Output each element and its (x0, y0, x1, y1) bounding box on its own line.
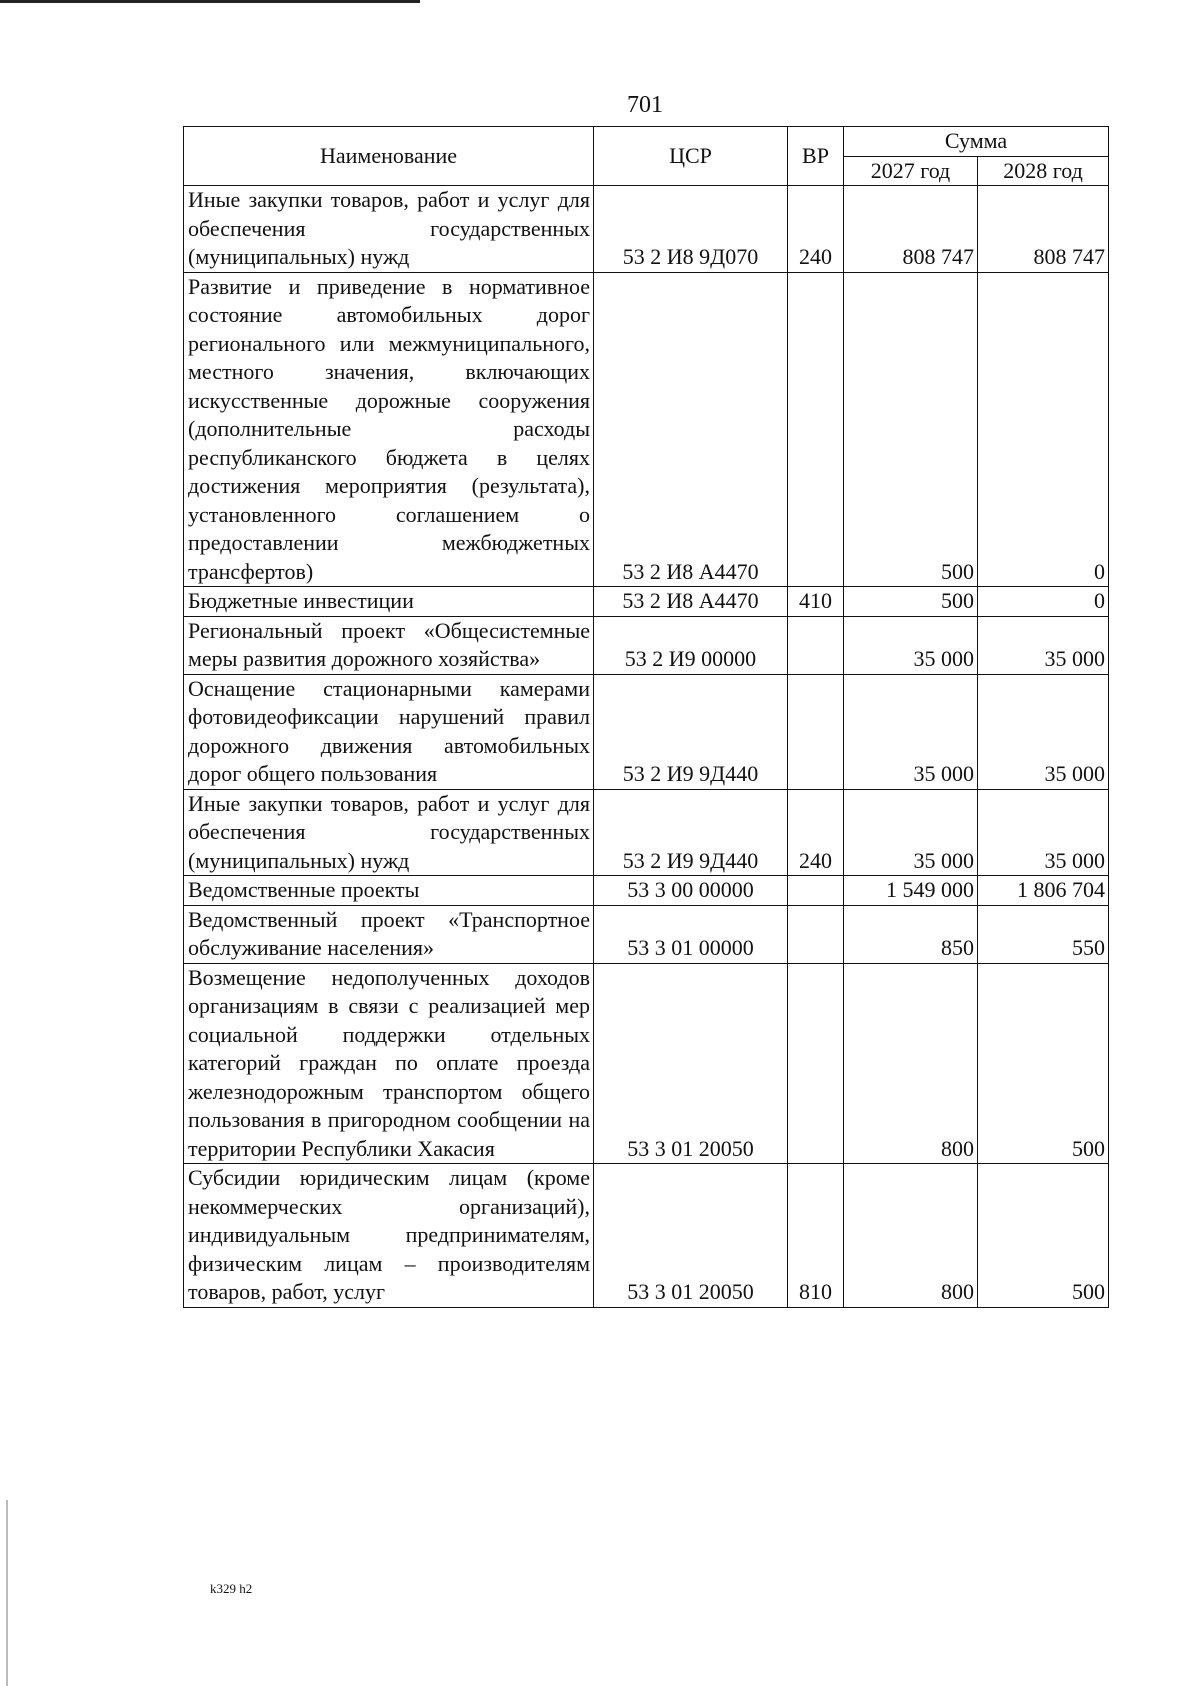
row-name: Иные закупки товаров, работ и услуг для обеспечения государственных (муниципальных) нужд (184, 186, 594, 273)
header-year-2027: 2027 год (844, 156, 978, 186)
table-header (184, 127, 1109, 186)
row-vr (788, 674, 844, 789)
row-amount-2027: 500 (844, 272, 978, 587)
row-vr: 240 (788, 186, 844, 273)
row-name: Возмещение недополученных доходов организациям в связи с реализацией мер социальной поддержки отдельных категорий граждан по оплате проезда железнодорожным транспортом общего пользования в пригородном сообщении на территории Республики Хакасия (184, 963, 594, 1164)
table-body (184, 186, 1109, 1308)
row-name: Ведомственные проекты (184, 876, 594, 906)
page-number: 701 (627, 92, 663, 118)
row-csr: 53 2 И9 9Д440 (594, 789, 788, 876)
row-vr (788, 272, 844, 587)
row-amount-2028: 35 000 (978, 789, 1109, 876)
row-vr: 810 (788, 1164, 844, 1308)
table-row (184, 186, 1109, 273)
footer-code: k329 h2 (210, 1581, 253, 1596)
row-csr: 53 2 И9 9Д440 (594, 674, 788, 789)
row-csr: 53 2 И8 А4470 (594, 272, 788, 587)
row-vr (788, 963, 844, 1164)
row-amount-2027: 800 (844, 963, 978, 1164)
row-csr: 53 3 01 20050 (594, 1164, 788, 1308)
row-amount-2028: 500 (978, 963, 1109, 1164)
row-name: Бюджетные инвестиции (184, 587, 594, 617)
row-csr: 53 2 И9 00000 (594, 616, 788, 674)
row-amount-2027: 850 (844, 905, 978, 963)
row-amount-2028: 35 000 (978, 616, 1109, 674)
table-row (184, 674, 1109, 789)
table-row (184, 963, 1109, 1164)
row-amount-2028: 808 747 (978, 186, 1109, 273)
row-amount-2028: 500 (978, 1164, 1109, 1308)
table-row (184, 587, 1109, 617)
scan-edge-line-left (6, 1500, 8, 1686)
row-csr: 53 3 01 00000 (594, 905, 788, 963)
header-vr: ВР (788, 127, 844, 186)
row-csr: 53 2 И8 9Д070 (594, 186, 788, 273)
header-year-2028: 2028 год (978, 156, 1109, 186)
header-csr: ЦСР (594, 127, 788, 186)
row-amount-2027: 1 549 000 (844, 876, 978, 906)
row-name: Развитие и приведение в нормативное состояние автомобильных дорог регионального или межмуниципального, местного значения, включающих искусственные дорожные сооружения (дополнительные расходы республиканского бюджета в целях достижения мероприятия (результата), установленного соглашением о предоставлении межбюджетных трансфертов) (184, 272, 594, 587)
table-row (184, 876, 1109, 906)
row-name: Оснащение стационарными камерами фотовидеофиксации нарушений правил дорожного движения автомобильных дорог общего пользования (184, 674, 594, 789)
row-csr: 53 2 И8 А4470 (594, 587, 788, 617)
row-name: Региональный проект «Общесистемные меры развития дорожного хозяйства» (184, 616, 594, 674)
row-amount-2027: 35 000 (844, 789, 978, 876)
row-vr (788, 876, 844, 906)
row-amount-2027: 808 747 (844, 186, 978, 273)
row-name: Иные закупки товаров, работ и услуг для обеспечения государственных (муниципальных) нужд (184, 789, 594, 876)
row-vr: 410 (788, 587, 844, 617)
table-row (184, 272, 1109, 587)
table-row (184, 616, 1109, 674)
row-csr: 53 3 00 00000 (594, 876, 788, 906)
table-row (184, 1164, 1109, 1308)
budget-table (183, 126, 1109, 1308)
row-amount-2028: 0 (978, 587, 1109, 617)
row-amount-2028: 0 (978, 272, 1109, 587)
row-vr (788, 905, 844, 963)
row-amount-2028: 550 (978, 905, 1109, 963)
row-amount-2027: 500 (844, 587, 978, 617)
header-sum: Сумма (844, 127, 1109, 157)
row-name: Ведомственный проект «Транспортное обслуживание населения» (184, 905, 594, 963)
row-amount-2027: 35 000 (844, 616, 978, 674)
row-amount-2028: 1 806 704 (978, 876, 1109, 906)
row-csr: 53 3 01 20050 (594, 963, 788, 1164)
table-row (184, 905, 1109, 963)
table-row (184, 789, 1109, 876)
row-vr (788, 616, 844, 674)
row-amount-2028: 35 000 (978, 674, 1109, 789)
row-amount-2027: 800 (844, 1164, 978, 1308)
header-name: Наименование (184, 127, 594, 186)
row-vr: 240 (788, 789, 844, 876)
row-amount-2027: 35 000 (844, 674, 978, 789)
row-name: Субсидии юридическим лицам (кроме некоммерческих организаций), индивидуальным предпринимателям, физическим лицам – производителям товаров, работ, услуг (184, 1164, 594, 1308)
scan-edge-line (0, 0, 420, 3)
